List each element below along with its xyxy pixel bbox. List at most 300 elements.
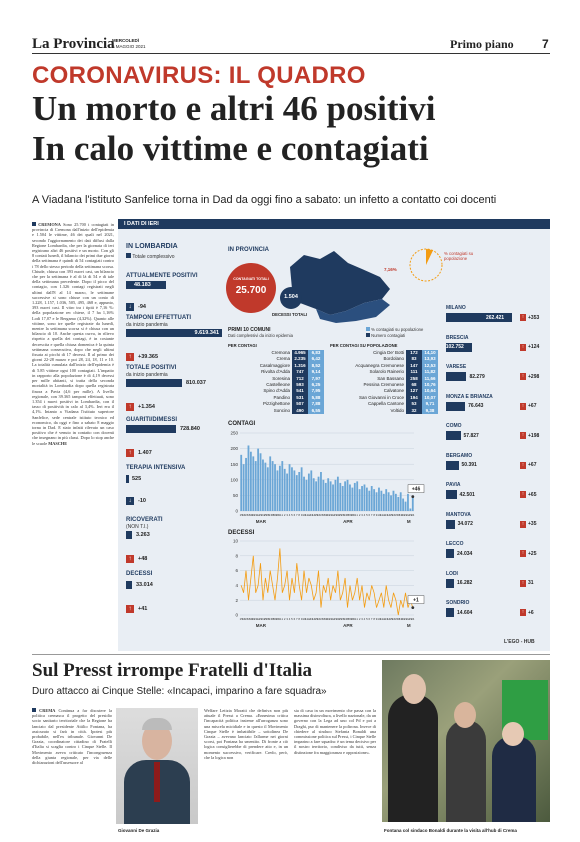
month-label: M [406,623,411,628]
lombardia-title: IN LOMBARDIA [126,243,178,250]
portrait-photo [116,708,198,824]
masthead-brand: La Provincia [32,36,115,52]
attuali-delta [126,295,146,313]
pct-label: % contagiati su popolazione [444,251,474,261]
province-value: 76.643 [468,403,484,409]
x-tick-label: 7 [370,513,373,517]
x-tick-label: 6 [293,513,296,517]
bar [281,461,283,511]
x-tick-label: 19 [399,617,403,621]
article2-lead: CREMA [39,708,56,713]
x-tick-label: 7 [296,513,298,517]
comune-count: 593 [292,382,308,388]
arrow-up-icon: ↑ [521,462,525,468]
bar [286,474,288,511]
bar [284,469,286,511]
x-tick-label: 24 [336,513,340,517]
province-delta: +25 [528,550,537,557]
province-name: MANTOVA [446,511,471,518]
x-tick-label: 28 [271,617,275,621]
x-tick-label: 25 [338,513,342,517]
bar [296,475,298,511]
province-name: LECCO [446,541,464,547]
article-body [32,222,114,658]
x-tick-label: 16 [391,513,396,517]
x-tick-label: 6 [293,617,296,621]
x-tick-label: 20 [326,513,330,517]
comune-name: Crema [276,356,290,362]
x-tick-label: 1 [356,513,358,517]
comune-count: 32 [406,408,422,414]
bar [272,461,274,511]
comune-count: 747 [292,369,308,375]
x-tick-label: 22 [406,617,410,621]
bar [395,494,397,511]
event-photo [382,660,550,822]
x-tick-label: 29 [273,617,277,621]
caption-1: Giovanni De Grazia [118,828,160,833]
x-tick-label: 19 [324,513,328,517]
x-tick-label: 26 [266,513,270,517]
x-tick-label: 23 [333,617,338,621]
province-value: 262.421 [486,314,505,321]
bar [277,470,279,511]
tamponi-sub: da inizio pandemia [126,322,168,328]
x-tick-label: 23 [258,617,263,621]
comune-count: 2.235 [292,356,308,362]
bar [313,478,315,511]
province-delta: +35 [528,521,537,527]
bar [267,467,269,511]
bar [291,467,293,511]
comune-name: Casalmaggiore [259,362,290,368]
ric-title: RICOVERATI [126,517,163,523]
comune-pct: 12,53 [422,363,438,369]
x-tick-label: 23 [408,513,412,517]
x-tick-label: 17 [244,513,248,517]
last-point [411,495,414,498]
province-bar [446,461,459,470]
y-tick-label: 10 [232,538,238,544]
province-bar [446,490,457,499]
lead-square [32,708,36,712]
comune-pct: 10,07 [422,395,438,401]
x-tick-label: 24 [261,513,265,517]
x-tick-label: 15 [314,513,318,517]
bar [409,509,411,511]
x-tick-label: 4 [363,617,366,621]
article2-col3 [294,708,376,826]
x-tick-label: 25 [263,617,267,621]
x-tick-label: 24 [411,513,415,517]
decessi-value: 1.504 [284,294,298,300]
bar [293,470,295,511]
province-name: BRESCIA [446,334,469,341]
arrow-up-icon: ↑ [521,315,525,320]
col-contagi: PER CONTAGI [228,343,257,348]
month-label: MAR [255,623,267,628]
x-tick-label: 12 [307,617,311,621]
x-tick-label: 23 [408,617,412,621]
x-tick-label: 16 [316,513,321,517]
province-delta: +124 [528,344,540,350]
province-bar [446,402,465,411]
attuali-title: ATTUALMENTE POSITIVI [126,273,198,279]
x-tick-label: 22 [406,513,410,517]
article-tail: MASCHE [48,440,68,446]
legend-num-text: Numero contagiati [371,333,406,338]
totale-sub: da inizio pandemia [126,372,168,378]
y-tick-label: 0 [235,508,238,514]
arrow-up-icon: ↑ [126,555,134,563]
legend-pct-text: % contagiati su popolazione [371,327,424,332]
guariti-value: 728.840 [180,426,200,432]
x-tick-label: 22 [256,617,260,621]
arrow-down-icon: ↓ [126,303,134,311]
x-tick-label: 3 [361,617,363,621]
x-tick-label: 15 [389,513,393,517]
province-bar [446,549,454,558]
comune-pct: 10,76 [422,382,438,388]
arrow-down-icon: ↓ [126,497,134,505]
contagi-label: CONTAGIATI TOTALI [233,277,269,281]
x-tick-label: 10 [302,513,306,517]
x-tick-label: 19 [249,617,253,621]
tamponi-delta [126,345,158,363]
bar [359,489,361,511]
x-tick-label: 24 [261,617,265,621]
x-tick-label: 16 [316,617,321,621]
x-tick-label: 31 [278,513,282,517]
province-bar [446,579,454,588]
x-tick-label: 17 [319,513,323,517]
x-tick-label: 30 [275,513,280,517]
x-tick-label: 15 [239,513,243,517]
article-text: Sono 25.700 i contagiati in provincia di Cremona dall'inizio dell'epidemia e 1.504 le vittime, 46 dei quali nel 2021, secondo l'aggiornamento dei dati diffusi dalla Regione Lombardia, che per la giornata di ieri registrano altri 46 positivi e un morto. Con gli 8 contati lunedì, il bilancio dei primi due giorni della settimana è quindi di 54 contagiati contro i 78 dello stesso periodo della settimana scorsa. Chiude, chiusa con 393 nuovi casi, un bilancio che per la settimana è al di là di 54 e di tale della settimana precedente. Dopo il picco del contagio, con 1.326 contagi registrati negli ultimi dall'8 al 14 marzo, le settimane successive si sono chiuse con un conto di 1.228, 1.157, 1.036, 505, 495, 468 e, appunto, 393 nuovi casi. Il vitro tra i tipiti è 7,16 %: della popolazione rec chiese, il 7 ha 1,16% Lodi 17,07 e le Bergamo (4,32%). Quanto alle vittime, sono tre quelle registrate da lunedì, mentre la settimana scorsa si è chiusa con un bilancio di 10. Anche questa curva, in rilievo rispetto a quella dei contagi, è in costante decrescita e quella chiusa domenica è la quinta settimana consecutiva, dopo che negli ultimi fissata ai picchi di 17 decessi. Il al primo dei giorni 22-28 marzo e poi 28, 24, 18, 11 e 10. La totalità cumulata dall'inizio dell'epidemia è di 5.85 vittime ogni 100 contagiati. L'impatto in rapporto alla popolazione è di 4,19 decessi per mille abitanti, si tratta della seconda mortalità in Lombardia dopo quella registrata finora a Pavia (4,6 per mille). A livello regionale, con 39.365 tamponi effettuati, sono 1.354 i nuovi positivi in Lombardia, con il tasso di positività in calo al 3,4%. Ieri era il 4,1%. Intanto a Viadana l'istituto superiore Sanfelice, sede centrale istituto tecnico ed economico, da oggi e fino a sabato 8 maggio torna in Dad. E stato infatti rilevato un caso positivo che è venuto in contatto con docenti che insegnano in più classi. Dopo lo stop anche le scuole [32,222,114,446]
bar [354,483,356,511]
comune-count: 111 [406,369,422,375]
bar [405,502,407,511]
y-tick-label: 50 [232,493,238,498]
panel-header-text: I DATI DI IERI [124,221,159,227]
bar [274,464,276,511]
bar [373,489,375,511]
x-tick-label: 21 [403,617,408,621]
province-value: 16.282 [457,580,473,586]
bar [335,480,337,511]
x-tick-label: 21 [329,513,333,517]
series-line [241,548,413,615]
province-value: 50.391 [461,462,477,468]
y-tick-label: 150 [230,461,238,467]
x-tick-label: 14 [387,617,391,621]
comune-name: Castelleone [266,382,290,388]
comune-name: Spino d'Adda [263,388,290,394]
arrow-up-icon: ↑ [126,403,134,411]
arrow-up-icon: ↑ [521,551,525,556]
x-tick-label: 1 [356,617,358,621]
x-tick-label: 15 [389,617,393,621]
last-value-label: +46 [411,486,421,493]
bar [252,456,254,511]
x-tick-label: 11 [305,513,308,517]
x-tick-label: 27 [343,617,347,621]
x-tick-label: 30 [350,617,354,621]
x-tick-label: 29 [273,513,277,517]
comune-pct: 6,42 [308,356,324,362]
headline-1: Un morto e altri 46 positivi [32,89,436,128]
x-tick-label: 23 [333,513,338,517]
bar [243,464,245,511]
province-list [446,305,546,631]
x-tick-label: 16 [391,617,396,621]
x-tick-label: 4 [363,513,366,517]
x-tick-label: 26 [266,617,270,621]
bar [289,464,291,511]
bar [279,466,281,511]
y-tick-label: 0 [235,612,238,618]
comune-name: San Giovanni in Croce [358,394,404,400]
bar [240,455,242,511]
bar [318,477,320,511]
province-name: BERGAMO [446,452,473,459]
bar [390,495,392,511]
bar [310,470,312,511]
totale-bar [126,379,182,387]
x-tick-label: 3 [361,513,363,517]
comune-pct: 6,25 [308,382,324,388]
month-label: APR [343,623,353,628]
decessi-chart-title: DECESSI [228,530,255,536]
bar [376,492,378,511]
bar [332,484,334,511]
x-tick-label: 17 [244,617,248,621]
x-tick-label: 20 [251,513,255,517]
x-tick-label: 13 [384,513,388,517]
bar [407,494,409,511]
lead-square [32,222,36,226]
province-delta: 31 [528,580,534,586]
x-tick-label: 11 [379,617,383,621]
province-delta: +65 [528,491,537,498]
comune-count: 147 [406,363,422,369]
comune-pct: 5,88 [308,395,324,401]
arrow-up-icon: ↑ [521,492,525,497]
arrow-up-icon: ↑ [126,605,134,613]
comune-pct: 9,14 [308,369,324,375]
swatch-light [366,327,370,331]
attuali-bar [126,281,166,289]
dec-title: DECESSI [126,571,153,577]
x-tick-label: 20 [401,513,405,517]
page-number: 7 [542,37,549,51]
dec-bar [126,581,132,589]
tamponi-title: TAMPONI EFFETTUATI [126,315,192,321]
province-name: MILANO [446,305,466,311]
x-tick-label: 5 [291,513,293,517]
comune-pct: 9,38 [422,408,438,414]
y-tick-label: 8 [235,553,238,559]
comune-name: Acquanegra Cremonese [355,362,404,368]
last-value-label: +1 [413,597,419,604]
bar [385,489,387,511]
bar [356,481,358,511]
comune-count: 127 [406,388,422,394]
photo-person-3 [492,736,536,822]
bar [325,483,327,511]
comune-name: Bordolano [383,356,404,362]
bar [315,481,317,511]
x-tick-label: 30 [275,617,280,621]
comune-name: Pandino [273,394,290,400]
province-value: 82.279 [469,373,485,380]
x-tick-label: 1 [281,617,284,621]
article2-rule [32,654,550,655]
ti-value: 525 [132,476,142,482]
province-delta: +353 [528,314,540,321]
x-tick-label: 26 [341,617,345,621]
x-tick-label: 2 [358,617,361,621]
photo-face-2 [454,702,476,728]
bar [383,494,385,511]
bar [248,445,250,511]
bar [262,460,264,511]
y-tick-label: 2 [235,597,238,603]
x-tick-label: 3 [286,513,288,517]
x-tick-label: 4 [288,513,291,517]
bar [344,481,346,511]
bar [301,467,303,511]
swatch-dark [366,333,370,337]
x-tick-label: 21 [329,617,333,621]
x-tick-label: 27 [268,513,272,517]
bar [322,480,324,511]
comune-pct: 7,97 [308,376,324,382]
headline-2: In calo vittime e contagiati [32,129,429,168]
x-tick-label: 28 [345,617,350,621]
x-tick-label: 20 [401,617,405,621]
comuni-right-table [330,350,438,414]
province-name: PAVIA [446,482,461,488]
article-lead: CREMONA [38,222,61,227]
comune-name: Solarolo Rainerio [369,369,404,375]
x-tick-label: 12 [382,617,386,621]
contagi-chart-title: CONTAGI [228,421,256,427]
bar [303,477,305,511]
arrow-up-icon: ↑ [521,403,525,409]
x-tick-label: 18 [321,617,325,621]
comune-name: Pizzighettone [262,401,290,407]
arrow-up-icon: ↑ [126,353,134,361]
comune-pct: 8,52 [308,363,324,369]
x-tick-label: 21 [403,513,408,517]
bar [364,484,366,511]
x-tick-label: 22 [331,513,335,517]
legend-num [366,333,405,338]
comuni-left-table [228,350,324,414]
y-tick-label: 6 [235,568,238,574]
bar [402,499,404,511]
bar [308,474,310,511]
comune-count: 83 [406,356,422,362]
x-tick-label: 17 [394,513,398,517]
guariti-delta-value: 1.407 [138,450,152,456]
bar [255,461,257,511]
x-tick-label: 2 [283,617,286,621]
comune-count: 172 [406,350,422,356]
contagi-chart [226,429,438,529]
x-tick-label: 14 [312,513,316,517]
province-delta: +198 [528,432,540,439]
x-tick-label: 7 [370,617,373,621]
x-tick-label: 8 [298,513,300,517]
x-tick-label: 10 [377,617,381,621]
primi-title: PRIMI 10 COMUNI [228,327,271,333]
province-value: 14.604 [457,609,473,616]
bar [320,472,322,511]
x-tick-label: 9 [375,617,378,621]
bar [366,488,368,511]
x-tick-label: 25 [263,513,267,517]
last-point [411,606,414,609]
province-delta: +67 [528,462,537,468]
bar [349,484,351,511]
legend-swatch [126,253,131,258]
attuali-delta-value: -94 [138,304,146,310]
comune-count: 531 [292,395,308,401]
x-tick-label: 12 [382,513,386,517]
guariti-delta [126,441,152,459]
arrow-up-icon: ↑ [521,521,525,527]
x-tick-label: 11 [305,617,308,621]
ric-value: 3.263 [136,532,150,538]
x-tick-label: 27 [343,513,347,517]
comune-pct: 7,95 [308,388,324,394]
x-tick-label: 4 [288,617,291,621]
comune-pct: 13,93 [422,356,438,362]
y-tick-label: 100 [230,477,238,483]
caption-2: Fontana col sindaco Bonaldi durante la visita all'hub di Crema [384,828,517,833]
x-tick-label: 19 [324,617,328,621]
comune-count: 507 [292,401,308,407]
photo-person-2 [446,720,486,822]
bar [347,480,349,511]
x-tick-label: 8 [373,617,375,621]
x-tick-label: 6 [368,617,371,621]
x-tick-label: 11 [379,513,383,517]
bar [412,497,414,511]
x-tick-label: 31 [353,513,357,517]
x-tick-label: 15 [314,617,318,621]
comune-name: Soresina [272,375,290,381]
y-tick-label: 250 [230,430,238,436]
comune-name: Cremona [271,350,290,355]
bar [298,472,300,511]
totale-title: TOTALE POSITIVI [126,365,177,371]
article2-col3-text: sia di casa in un movimento che passa con la massima disinvoltura, a livello nazionale, da un governo con la Lega ad uno col Pd e poi a Draghi, pur di mantenere la poltrona. Invece di chiedere al sindaco Stefania Bonaldi una commissione politica sul Presst, i Cinque Stelle imparino a fare squadra: è un tema decisivo per il nostro territorio, condiviso da tutti, senza distinzione fra maggioranza e opposizione». [294,708,376,755]
x-tick-label: 18 [396,617,400,621]
x-tick-label: 8 [373,513,375,517]
comune-name: Cappella Cantone [367,401,404,407]
x-tick-label: 15 [239,617,243,621]
province-name: LODI [446,570,458,577]
bar [330,481,332,511]
subhead: A Viadana l'istituto Sanfelice torna in Dad da oggi fino a sabato: un infetto a contatto coi docenti [32,194,497,206]
x-tick-label: 28 [345,513,350,517]
bar [378,488,380,511]
bar [388,492,390,511]
x-tick-label: 22 [256,513,260,517]
